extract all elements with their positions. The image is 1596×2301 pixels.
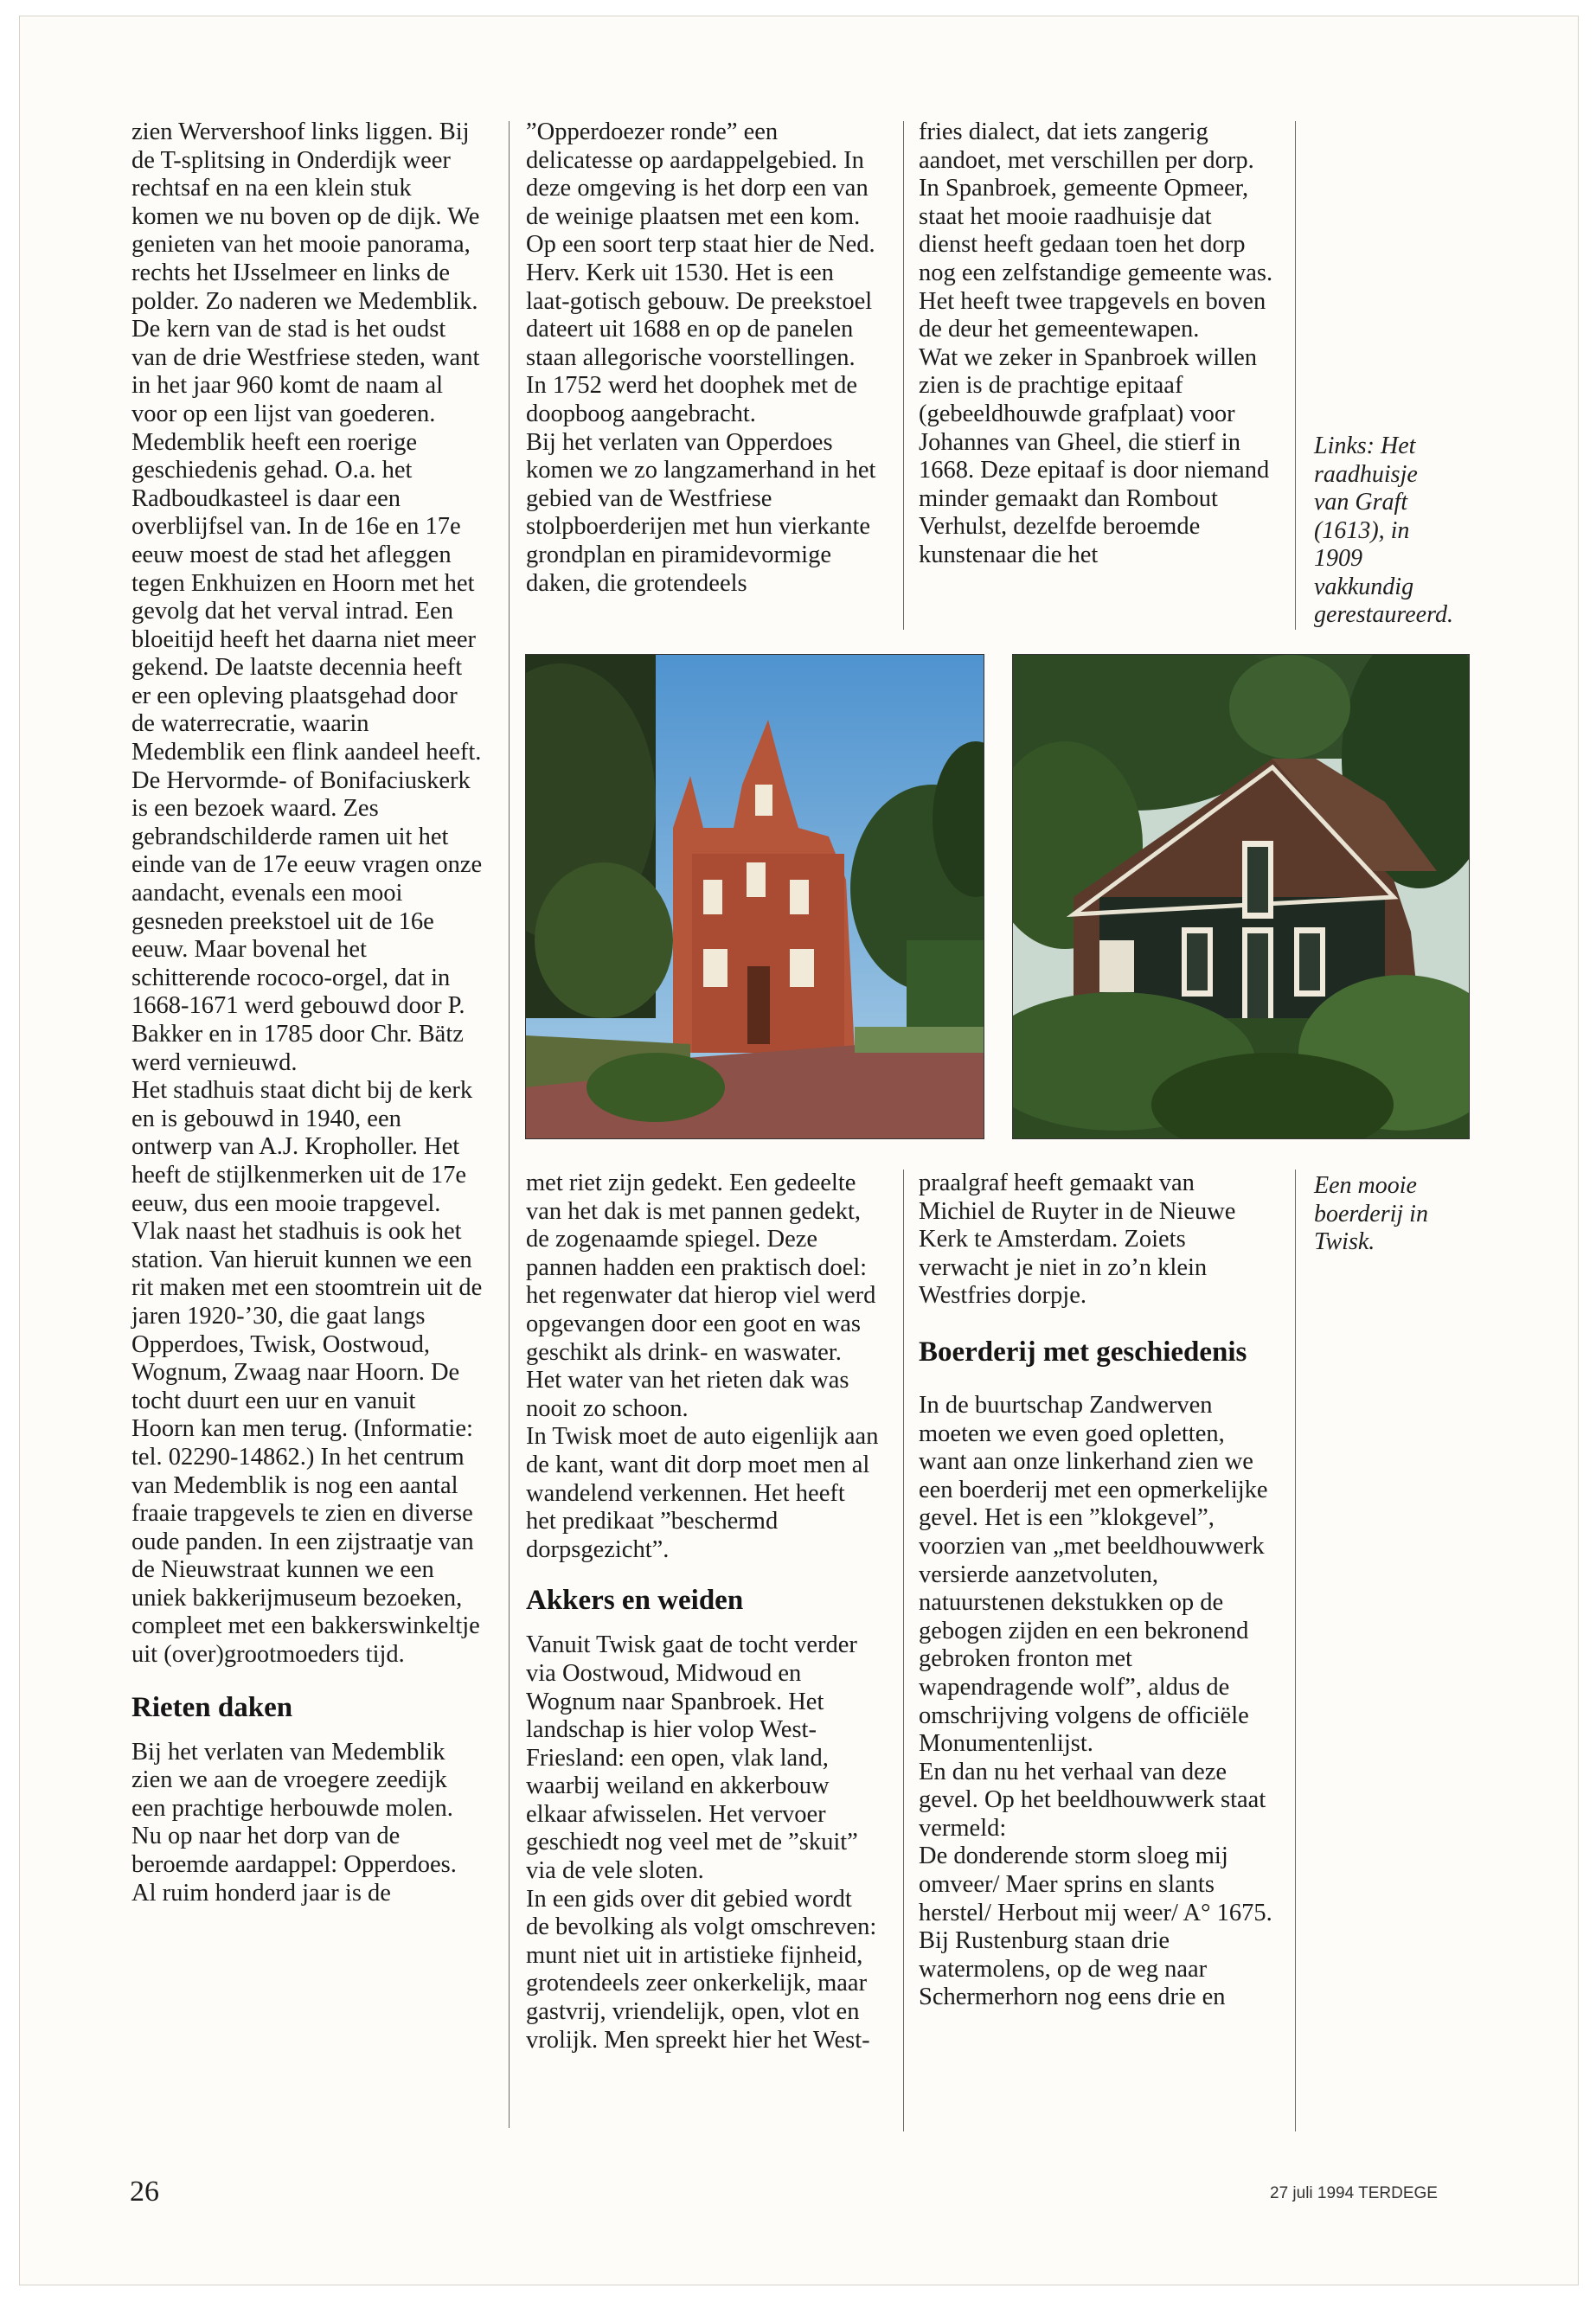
column-1	[131, 119, 484, 1907]
paragraph: Bij Rustenburg staan drie watermolens, op de weg naar Schermerhorn nog eens drie en	[919, 1927, 1226, 2011]
paragraph: praalgraf heeft gemaakt van Michiel de Ruyter in de Nieuwe Kerk te Amsterdam. Zoiets verwacht je niet in zo’n klein Westfries dorpje.	[919, 1170, 1236, 1310]
column-2-top	[526, 119, 879, 598]
paragraph: met riet zijn gedekt. Een gedeelte van het dak is met pannen gedekt, de zogenaamde spiegel. Deze pannen hadden een praktisch doel: het regenwater dat hierop viel werd opgevangen door een goot en was geschikt als drink- en waswater. Het water van het rieten dak was nooit zo schoon.	[526, 1170, 876, 1422]
page-number: 26	[130, 2176, 159, 2208]
paragraph: En dan nu het verhaal van deze gevel. Op het beeldhouwwerk staat vermeld:	[919, 1758, 1266, 1842]
paragraph: In Spanbroek, gemeente Opmeer, staat het mooie raadhuisje dat dienst heeft gedaan toen het dorp nog een zelfstandige gemeente was. Het heeft twee trapgevels en boven de deur het gemeentewapen.	[919, 175, 1273, 343]
paragraph: ”Opperdoezer ronde” een delicatesse op aardappelgebied. In deze omgeving is het dorp een van de weinige plaatsen met een kom. Op een soort terp staat hier de Ned. Herv. Kerk uit 1530. Het is een laat-gotisch gebouw. De preekstoel dateert uit 1688 en op de panelen staan allegorische voorstellingen. In 1752 werd het doophek met de doopboog aangebracht.	[526, 119, 875, 427]
column-separator	[1295, 1170, 1296, 2131]
column-separator	[903, 121, 904, 630]
paragraph: De Hervormde- of Bonifaciuskerk is een bezoek waard. Zes gebrandschilderde ramen uit het einde van de 17e eeuw vragen onze aandacht, evenals een mooi gesneden preekstoel uit de 16e eeuw. Maar bovenal het schitterende rococo-orgel, dat in 1668-1671 werd gebouwd door P. Bakker en in 1785 door Chr. Bätz werd vernieuwd.	[131, 766, 483, 1076]
paragraph: Bij het verlaten van Medemblik zien we aan de vroegere zeedijk een prachtige herbouwde molen. Nu op naar het dorp van de beroemde aardappel: Opperdoes. Al ruim honderd jaar is de	[131, 1738, 457, 1907]
paragraph: Bij het verlaten van Opperdoes komen we zo langzamerhand in het gebied van de Westfriese stolpboerderijen met hun vierkante grondplan en piramidevormige daken, die grotendeels	[526, 428, 876, 597]
section-heading-boerderij-met-geschiedenis: Boerderij met geschiedenis	[919, 1336, 1247, 1368]
column-2-bottom	[526, 1170, 879, 2054]
paragraph: Wat we zeker in Spanbroek willen zien is de prachtige epitaaf (gebeeldhouwde grafplaat) voor Johannes van Gheel, die stierf in 1668. Deze epitaaf is door niemand minder gemaakt dan Rombout Verhulst, dezelfde beroemde kunstenaar die het	[919, 343, 1270, 568]
photo-town-hall-graft	[525, 654, 984, 1139]
column-separator	[509, 121, 510, 2128]
caption-town-hall: Links: Het raadhuisje van Graft (1613), in 1909 vakkundig gerestaureerd.	[1314, 433, 1453, 628]
paragraph: fries dialect, dat iets zangerig aandoet, met verschillen per dorp.	[919, 119, 1254, 174]
section-heading-akkers-en-weiden: Akkers en weiden	[526, 1585, 744, 1617]
column-3-bottom	[919, 1170, 1275, 2012]
paragraph: zien Wervershoof links liggen. Bij de T-splitsing in Onderdijk weer rechtsaf en na een klein stuk komen we nu boven op de dijk. We genieten van het mooie panorama, rechts het IJsselmeer en links de polder. Zo naderen we Medemblik. De kern van de stad is het oudst van de drie Westfriese steden, want in het jaar 960 komt de naam al voor op een lijst van goederen.	[131, 119, 480, 427]
paragraph: Het stadhuis staat dicht bij de kerk en is gebouwd in 1940, een ontwerp van A.J. Kropholler. Het heeft de stijlkenmerken uit de 17e eeuw, dus een mooie trapgevel. Vlak naast het stadhuis is ook het station. Van hieruit kunnen we een rit maken met een stoomtrein uit de jaren 1920-’30, die gaat langs Opperdoes, Twisk, Oostwoud, Wognum, Zwaag naar Hoorn. De tocht duurt een uur en vanuit Hoorn kan men terug. (Informatie: tel. 02290-14862.) In het centrum van Medemblik is nog een aantal fraaie trapgevels te zien en diverse oude panden. In een zijstraatje van de Nieuwstraat kunnen we een uniek bakkerijmuseum bezoeken, compleet met een bakkerswinkeltje uit (over)grootmoeders tijd.	[131, 1077, 483, 1669]
paragraph: Vanuit Twisk gaat de tocht verder via Oostwoud, Midwoud en Wognum naar Spanbroek. Het landschap is hier volop West-Friesland: een open, vlak land, waarbij weiland en akkerbouw elkaar afwisselen. Het vervoer geschiedt nog veel met de ”skuit” via de vele sloten.	[526, 1631, 858, 1885]
issue-date: 27 juli 1994 TERDEGE	[1270, 2184, 1438, 2202]
paragraph: In de buurtschap Zandwerven moeten we even goed opletten, want aan onze linkerhand zien we een boerderij met een opmerkelijke gevel. Het is een ”klokgevel”, voorzien van „met beeldhouwwerk versierde aanzetvoluten, natuurstenen dekstukken op de gebogen zijden en een bekronend gebroken fronton met wapendragende wolf”, aldus de omschrijving volgens de officiële Monumentenlijst.	[919, 1391, 1268, 1758]
section-heading-rieten-daken: Rieten daken	[131, 1691, 293, 1723]
column-separator	[1295, 121, 1296, 630]
column-separator	[903, 1170, 904, 2131]
column-3-top	[919, 119, 1275, 570]
paragraph: De donderende storm sloeg mij omveer/ Maer sprins en slants herstel/ Herbout mij weer/ A° 1675.	[919, 1843, 1272, 1926]
paragraph: In een gids over dit gebied wordt de bevolking als volgt omschreven: munt niet uit in artistieke fijnheid, grotendeels zeer onkerkelijk, maar gastvrij, vriendelijk, open, vlot en vrolijk. Men spreekt hier het West-	[526, 1885, 877, 2054]
paragraph: In Twisk moet de auto eigenlijk aan de kant, want dit dorp moet men al wandelend verkennen. Het heeft het predikaat ”beschermd dorpsgezicht”.	[526, 1423, 879, 1563]
photo-farmhouse-twisk	[1012, 654, 1470, 1139]
paragraph: Medemblik heeft een roerige geschiedenis gehad. O.a. het Radboudkasteel is daar een overblijfsel van. In de 16e en 17e eeuw moest de stad het afleggen tegen Enkhuizen en Hoorn met het gevolg dat het verval intrad. Een bloeitijd heeft het daarna niet meer gekend. De laatste decennia heeft er een opleving plaatsgehad door de waterrecratie, waarin Medemblik een flink aandeel heeft.	[131, 428, 482, 766]
caption-farmhouse: Een mooie boerderij in Twisk.	[1314, 1172, 1428, 1255]
